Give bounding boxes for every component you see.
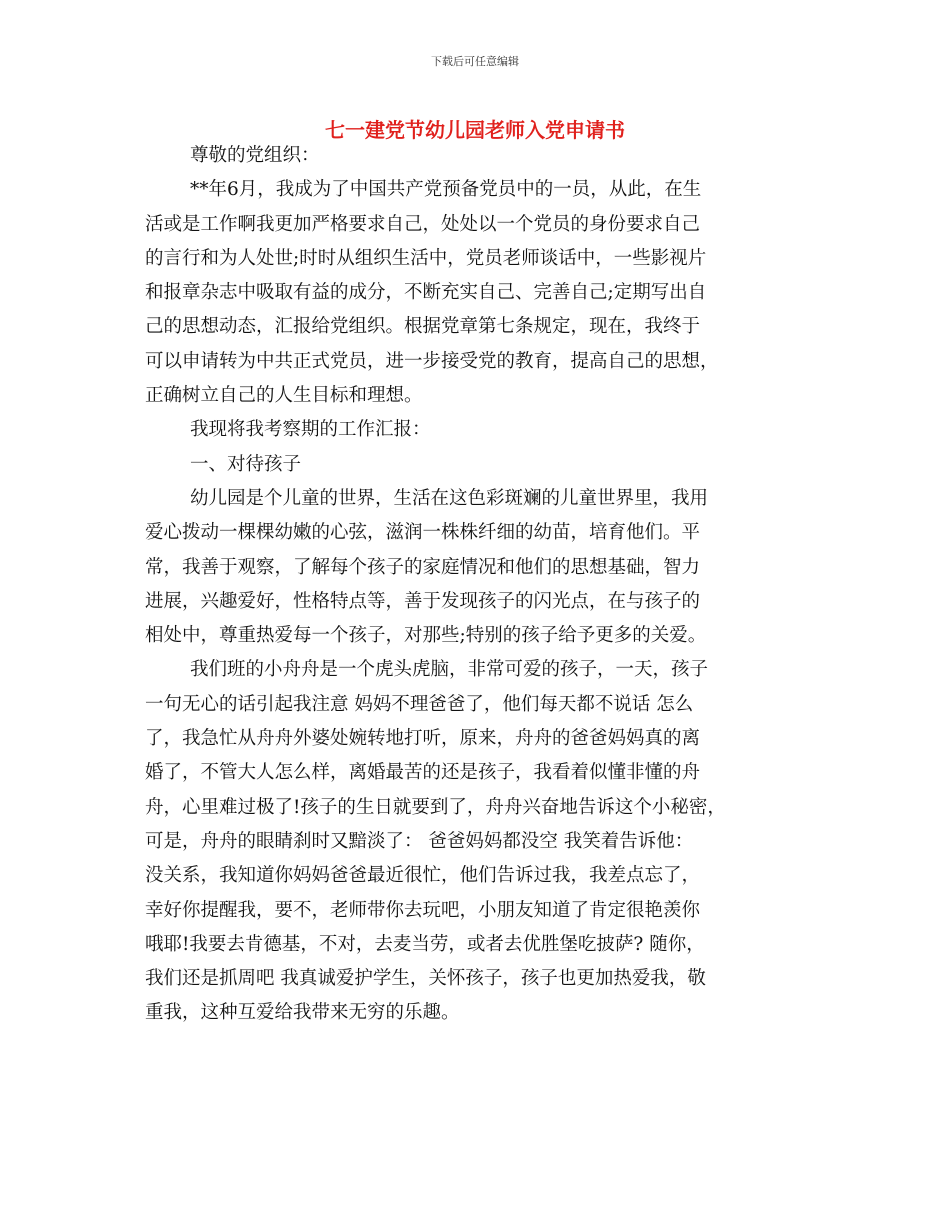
body-text-line: 一句无心的话引起我注意 妈妈不理爸爸了，他们每天都不说话 怎么: [145, 693, 694, 715]
body-text-line: 幼儿园是个儿童的世界，生活在这色彩斑斓的儿童世界里，我用: [190, 487, 709, 509]
body-text-line: 常，我善于观察，了解每个孩子的家庭情况和他们的思想基础，智力: [145, 556, 701, 578]
body-text-line: 的言行和为人处世;时时从组织生活中，党员老师谈话中，一些影视片: [145, 247, 707, 269]
body-text-line: 重我，这种互爱给我带来无穷的乐趣。: [145, 1002, 460, 1024]
page-header: 下载后可任意编辑: [431, 55, 519, 68]
body-text-line: 幸好你提醒我，要不，老师带你去玩吧，小朋友知道了肯定很艳羡你: [145, 899, 701, 921]
body-text-line: 我们班的小舟舟是一个虎头虎脑，非常可爱的孩子，一天，孩子: [190, 659, 709, 681]
document-title: 七一建党节幼儿园老师入党申请书: [325, 118, 625, 142]
body-text-line: 进展，兴趣爱好，性格特点等，善于发现孩子的闪光点，在与孩子的: [145, 590, 701, 612]
body-text-line: 尊敬的党组织：: [190, 145, 320, 166]
body-text-line: 己的思想动态，汇报给党组织。根据党章第七条规定，现在，我终于: [145, 316, 701, 338]
body-text-line: 我们还是抓周吧 我真诚爱护学生，关怀孩子，孩子也更加热爱我，敬: [145, 968, 706, 990]
body-text-line: 一、对待孩子: [190, 453, 302, 475]
body-text-line: **年6月，我成为了中国共产党预备党员中的一员，从此，在生: [190, 179, 702, 201]
body-text-line: 活或是工作啊我更加严格要求自己，处处以一个党员的身份要求自己: [145, 213, 701, 235]
body-text-line: 没关系，我知道你妈妈爸爸最近很忙，他们告诉过我，我差点忘了，: [145, 865, 701, 887]
body-text-line: 和报章杂志中吸取有益的成分，不断充实自己、完善自己;定期写出自: [145, 282, 707, 304]
body-text-line: 相处中，尊重热爱每一个孩子，对那些;特别的孩子给予更多的关爱。: [145, 625, 707, 647]
body-text-line: 我现将我考察期的工作汇报：: [190, 419, 431, 441]
body-text-line: 舟，心里难过极了!孩子的生日就要到了，舟舟兴奋地告诉这个小秘密，: [145, 796, 726, 818]
body-text-line: 了，我急忙从舟舟外婆处婉转地打听，原来，舟舟的爸爸妈妈真的离: [145, 728, 701, 750]
body-text-line: 爱心拨动一棵棵幼嫩的心弦，滋润一株株纤细的幼苗，培育他们。平: [145, 522, 701, 544]
body-text-line: 可是，舟舟的眼睛刹时又黯淡了： 爸爸妈妈都没空 我笑着告诉他：: [145, 830, 694, 852]
document-body: [145, 139, 825, 1031]
body-text-line: 婚了，不管大人怎么样，离婚最苦的还是孩子，我看着似懂非懂的舟: [145, 762, 701, 784]
body-text-line: 哦耶!我要去肯德基，不对，去麦当劳，或者去优胜堡吃披萨? 随你，: [145, 933, 705, 955]
body-text-line: 可以申请转为中共正式党员，进一步接受党的教育，提高自己的思想，: [145, 350, 719, 372]
body-text-line: 正确树立自己的人生目标和理想。: [145, 385, 423, 407]
